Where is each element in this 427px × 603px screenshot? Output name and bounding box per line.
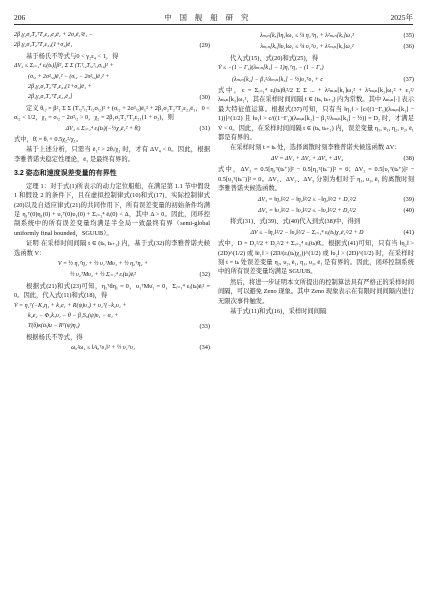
equation-text: (λₘᵢₙ[k₂] − β₁²/λₘᵢₙ[k₃] − ½)υ₁ᵀυ₁ + c xyxy=(232,76,323,83)
paragraph: 在采样时刻 t = tₖ 处，选择离散时刻李雅普诺夫候选函数 ΔV： xyxy=(230,144,401,152)
paragraph: 根据式(21)和式(23)可知，η₁ᵀḋη₁ = 0，υ₁ᵀMυ̇₁ = 0，Σᵢ₌₁⁴ εᵢ(tₖ)ēᵢ² = 0。因此，代入式(11)和式(18)，得 xyxy=(14,282,210,300)
equation-33 xyxy=(14,322,210,331)
equation-text: λₘᵢₙ[kₓ]‖η₁‖ω₁ ≤ ¼ η₁ᵀη₁ + λ²ₘᵢₙ[kₓ]ω₁² xyxy=(260,33,354,39)
equation-text: T(δ)κ(tₖ)u − Rᵀ(ψ)η₁) xyxy=(28,323,80,330)
paragraph: 基于杨氏不等式与0 < γ₂ε₄ < 1，得 xyxy=(26,52,119,60)
equation-text: ω₀²ω₁ ≤ ‖A₀ᵀυ₁‖² + ½ υ₁ᵀυ₁ xyxy=(71,345,135,352)
paragraph: 定义 θᵢ₂ = β²₁ Σ Σ (Tᵢ₂ᵀᵢ₂Tᵢ₂σᵢ₂)² + (σᵢ₂ + 2σ²ᵢ₂)ē₁² + 2β₁σ₂T₂ᵀT₂ε₂₁ē₁，0 < σᵢ₂ < 1/2，χ₁ = σᵢ₂ − 2σ²ᵢ₂ > 0，χ₂ = 2β₁σ₂T₂ᵀT₂ε₂₁(1 + σ₂)，则 xyxy=(14,104,210,122)
equation-number: (30) xyxy=(199,94,210,102)
equation-36 xyxy=(218,42,414,52)
equation-text: 2β₁γ₂σ₂T₂ᵀT₂ε₂₁ē₁] xyxy=(28,94,73,101)
equation-number: (34) xyxy=(199,344,210,352)
equation-text: V̇ ≤ −(1 − Γ₁)(λₘᵢₙ[k₁] − 1)η₁ᵀη₁ − (1 − Γ₁) xyxy=(218,65,324,72)
equation-text: V = ½ η₁ᵀη₁ + ½ υ₁ᵀMυ₁ + ½ η₂ᵀη₂ + xyxy=(57,260,149,267)
equation-number: (40) xyxy=(403,206,414,214)
equation-number: (39) xyxy=(403,195,414,203)
equation-number: (33) xyxy=(199,323,210,331)
equation-text: k₂e₂ − Φ₂k₃υ₁ − θ − β₁S₀(ψ)υ₁ − α₁ + xyxy=(28,312,119,319)
journal-title: 中 国 舰 船 研 究 xyxy=(164,12,252,22)
equation-number: (36) xyxy=(403,43,414,51)
equation-number: (41) xyxy=(403,228,414,236)
paragraph: 将式(31)、式(39)、式(40)代入到式(38)中，得到 xyxy=(230,218,361,226)
proof-paragraph: 证明 在采样时间间隔 t ∈ (tₖ, tₖ₊₁) 内，基于式(32)的李雅普诺夫候选函数 V： xyxy=(14,240,210,257)
equation-34 xyxy=(14,343,210,353)
equation-number: (38) xyxy=(403,154,414,162)
equation-text: ΔV = ΔV₁ + ΔV₂ + ΔV₃ + ΔV₄ xyxy=(270,155,344,162)
paragraph: 然后，将进一步证明本文所提出的控制算法具有严格正的采样时间间隔，可以避免 Zeno 现象。其中 Zeno 现象表示在有限时间间隔内进行无限次事件触发。 xyxy=(218,278,414,305)
paragraph: 基于式(11)和式(16)，采样时间间隔 xyxy=(230,307,327,315)
equation-text: ΔV ≤ −‖η₂‖²/2 − ‖υ₂‖²/2 − Σᵢ₌₁⁴ εᵢ(tₖ)χ₁ē₁²/2 + D xyxy=(250,229,364,236)
equation-38 xyxy=(218,154,414,164)
paragraph: 式中，D = D₁²/2 + D₂²/2 + Σᵢ₌₁⁴ εᵢ(tₖ)θ̄ᵢ。根据式(41)可知，只有当 ‖η₂‖ > (2D)^(1/2) 或 ‖ē₁‖ > (2D/(εᵢ(tₖ)χ₁))^(1/2) 或 ‖υ₂‖ > (2D)^(1/2) 时，在采样时刻 t = tₖ 处误差变量 η₂, υ₂, ē₁, η₁, υ₁, ē₁ 是有界的。因此，闭环控制系统中的所有误差变量均满足 SGUUB。 xyxy=(218,240,414,276)
equation-37-line xyxy=(218,64,414,73)
paragraph: 根据杨氏不等式，得 xyxy=(26,333,83,341)
equation-text: ΔV₄ ≤ Σᵢ₌₁⁴ εᵢ(tₖ)[β²₁ Σ Σ (Tᵢᵀᵢ₂Tᵢ₂ᵀᵢ₂σᵢ₂)² + xyxy=(14,63,114,70)
paragraph: 基于上述分析，只需当 ē₁² > 2θᵢ/χ₁ 时，才有 ΔV₄ < 0。因此，根据李雅普诺夫稳定性理论，ē₁ 是最终有界的。 xyxy=(14,146,210,163)
equation-text: ΔV₃ = ‖η₁‖²/2 − ‖η₂‖²/2 ≤ −‖η₂‖²/2 + D₁²/2 xyxy=(257,196,357,203)
equation-30-line xyxy=(14,73,210,82)
equation-text: 2β₁γ₂σ₂T₂ᵀT₂ε₂₁(1+σ₂)ē₁ xyxy=(14,42,73,49)
equation-31 xyxy=(14,124,210,134)
left-column xyxy=(14,30,210,355)
issue-year: 2025年 xyxy=(390,12,413,22)
equation-40 xyxy=(218,206,414,216)
equation-35 xyxy=(218,31,414,41)
page-number: 206 xyxy=(14,12,26,22)
equation-30 xyxy=(14,93,210,102)
section-heading: 3.2 姿态和速度误差变量的有界性 xyxy=(14,170,117,178)
paragraph: 式中，c = Σᵢ₌₁⁴ εᵢ(tₖ)θᵢ²/2 Σ Σ ... + λ²ₘᵢₙ[k₁]ω₁² + λ²ₘᵢₙ[k₂]ω₁² + ε₁²/λₘᵢₙ[k₃]ω₁²，其在采样时间间隔 t ∈ (tₖ, tₖ₊₁) 内为常数。其中 λₘᵢₙ[·] 表示最大特征值运算。根据式(37)可知，只有当 ‖η₁‖ > [c/((1−Γ₁)(λₘᵢₙ[k₁] − 1))]^(1/2) 且 ‖υ₁‖ > c/((1−Γ₁)(λₘᵢₙ[k₂] − β₁²/λₘᵢₙ[k₃] − ½)) = D₂ 时，才满足 V̇ < 0。因此，在采样时间间隔 t ∈ (tₖ, tₖ₊₁) 内，误差变量 η₁, υ₁, η₂, υ₂, ē₁ 都是有界的。 xyxy=(218,87,414,142)
equation-30-line xyxy=(14,62,210,71)
equation-30-line xyxy=(14,83,210,92)
equation-29 xyxy=(14,41,210,50)
equation-number: (35) xyxy=(403,32,414,39)
equation-32 xyxy=(14,270,210,280)
equation-text: V̇ = η₁ᵀ(−K₁η₁ + k₁e₁ + R(ψ)υ₁) + υ₁ᵀ(−k₂υ₁ + xyxy=(14,302,127,309)
equation-33-line xyxy=(14,312,210,321)
equation-text: ΔV₄ = ‖υ₁‖²/2 − ‖υ₂‖²/2 ≤ −‖υ₂‖²/2 + D₂²/2 xyxy=(258,207,356,214)
paragraph: 代入式(15)、式(20)和式(25)，得 xyxy=(230,54,319,62)
right-column xyxy=(218,30,414,317)
equation-39 xyxy=(218,195,414,205)
equation-37 xyxy=(218,75,414,85)
equation-text: λₘᵢₙ[kₓ]‖υ₁‖ω₁ ≤ ¼ υ₁ᵀυ₁ + λ²ₘᵢₙ[kₓ]ω₁² xyxy=(260,44,354,51)
running-header xyxy=(14,10,413,25)
equation-33-line xyxy=(14,302,210,311)
theorem-paragraph: 定理 1：对于式(1)所表示的动力定位船舶，在满足第 1.1 节中假设 1 和假设 2 的条件下，且在虚拟控制律式(10)和式(17)、实际控制律式(20)以及自适应律式(21)的共同作用下，所有误差变量的初始条件均满足 η₁ᵀ(0)η₁(0) + υ₁ᵀ(0)υ₁(0) + Σᵢ₌₁⁴ ēᵢ(0) < Δ，其中 Δ > 0。因此，闭环控制系统中的所有误差变量均满足半全局一致最终有界（semi-global uniformly final bounded，SGUUB）。 xyxy=(14,182,210,237)
equation-text: (σᵢ₂ + 2σ²ᵢ₂)ē₁² − (σᵢ₂ − 2σ²ᵢ₂)ē₁² + xyxy=(28,73,110,80)
equation-text: 2β₁γ₂σ₂T₂ᵀT₂ε₂₁(1+σ₂)ē₁ + xyxy=(28,84,92,91)
equation-number: (37) xyxy=(403,75,414,83)
equation-32-line xyxy=(14,259,210,269)
equation-number: (29) xyxy=(199,42,210,50)
equation-number: (31) xyxy=(199,124,210,132)
paragraph: 式中，ΔV₁ = 0.5[η₁ᵀ(tₖ⁺)]² − 0.5[η₁ᵀ(tₖ⁻)]² = 0；ΔV₂ = 0.5[υ₁ᵀ(tₖ⁺)]² − 0.5[υ₁ᵀ(tₖ⁻)]² = 0。ΔV₁、ΔV₂、ΔV₃ 分别为相对于 η₁, υ₁, ē₁ 的离散时刻李雅普诺夫候选函数。 xyxy=(218,166,414,193)
equation-text: ½ υ₂ᵀMυ₂ + ½ Σᵢ₌₁⁴ εᵢ(tₖ)ēᵢ² xyxy=(70,272,136,279)
equation-text: ΔV₄ ≤ Σᵢ₌₁⁴ εᵢ(tₖ)(−½χ₁ē₁² + θ̄ᵢ) xyxy=(65,125,141,132)
equation-41 xyxy=(218,228,414,238)
equation-text: 2β₁γ₂σ₂T₂ᵀT₂ε₂₁e₄ē₁ + 2σ₂ē₁²ē₁ − xyxy=(14,32,93,38)
paragraph: 式中，θ̄ᵢ = θᵢ + 0.5χ₂²/χ₁。 xyxy=(14,136,83,144)
equation-line xyxy=(14,31,210,40)
equation-number: (32) xyxy=(199,271,210,279)
